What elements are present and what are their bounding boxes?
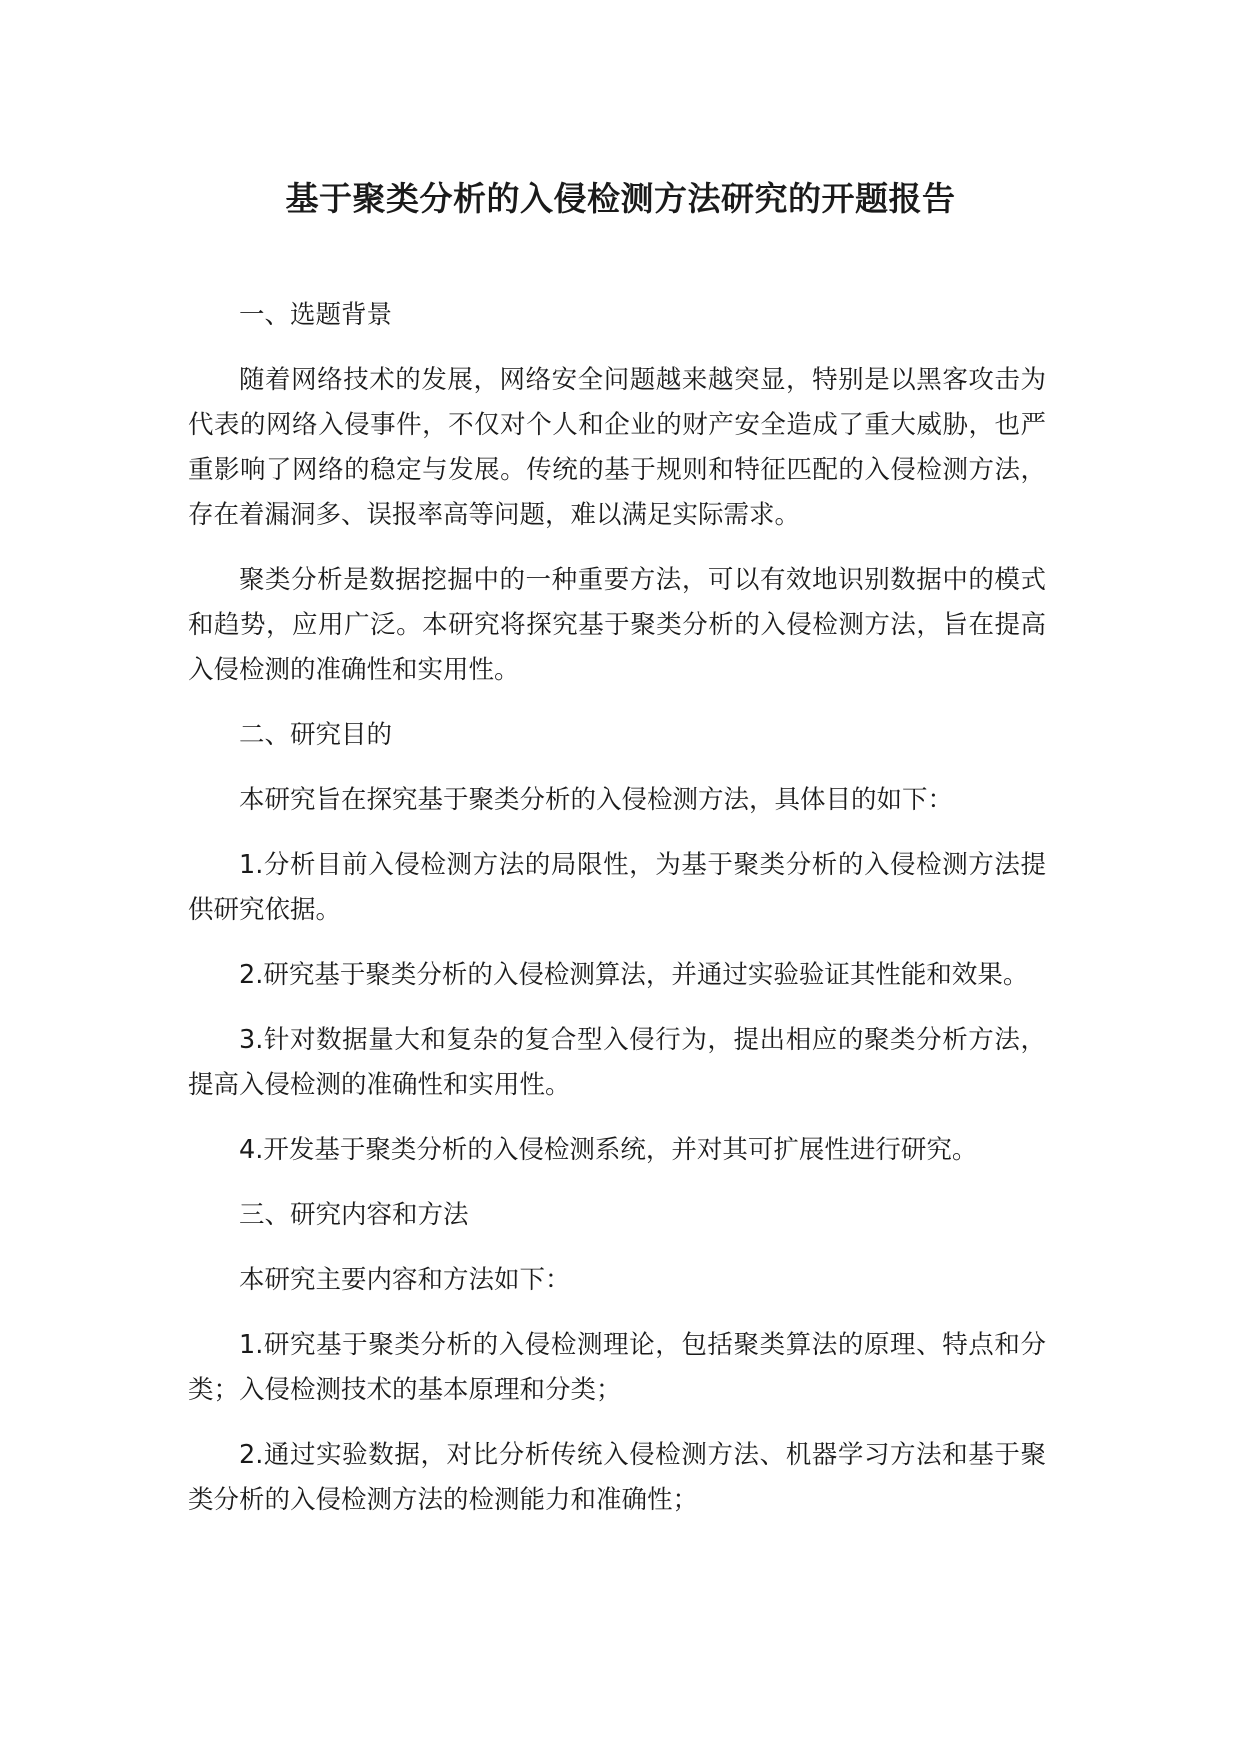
document-body [188,293,1046,1543]
list-item: 2.通过实验数据，对比分析传统入侵检测方法、机器学习方法和基于聚类分析的入侵检测方法的检测能力和准确性； [188,1440,1046,1515]
page-title: 基于聚类分析的入侵检测方法研究的开题报告 [285,179,956,218]
section-heading-background: 一、选题背景 [239,300,393,330]
paragraph: 聚类分析是数据挖掘中的一种重要方法，可以有效地识别数据中的模式和趋势，应用广泛。本研究将探究基于聚类分析的入侵检测方法，旨在提高入侵检测的准确性和实用性。 [188,565,1046,685]
list-item: 3.针对数据量大和复杂的复合型入侵行为，提出相应的聚类分析方法，提高入侵检测的准确性和实用性。 [188,1025,1046,1100]
section-heading-purpose: 二、研究目的 [239,720,393,750]
list-item: 1.分析目前入侵检测方法的局限性，为基于聚类分析的入侵检测方法提供研究依据。 [188,850,1046,925]
section-heading-content-methods: 三、研究内容和方法 [239,1200,469,1230]
list-item: 2.研究基于聚类分析的入侵检测算法，并通过实验验证其性能和效果。 [239,960,1029,990]
paragraph: 本研究旨在探究基于聚类分析的入侵检测方法，具体目的如下： [239,785,954,815]
paragraph: 本研究主要内容和方法如下： [239,1265,571,1295]
paragraph: 随着网络技术的发展，网络安全问题越来越突显，特别是以黑客攻击为代表的网络入侵事件，不仅对个人和企业的财产安全造成了重大威胁，也严重影响了网络的稳定与发展。传统的基于规则和特征匹配的入侵检测方法，存在着漏洞多、误报率高等问题，难以满足实际需求。 [188,365,1046,530]
list-item: 4.开发基于聚类分析的入侵检测系统，并对其可扩展性进行研究。 [239,1135,978,1165]
list-item: 1.研究基于聚类分析的入侵检测理论，包括聚类算法的原理、特点和分类；入侵检测技术的基本原理和分类； [188,1330,1046,1405]
